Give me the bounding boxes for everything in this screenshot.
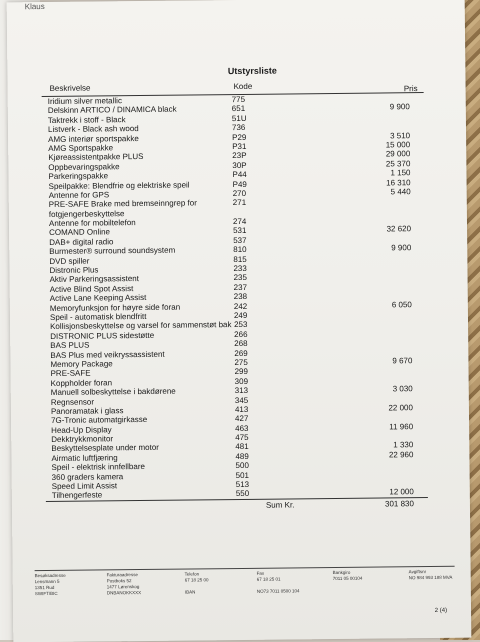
row-code: 269 bbox=[234, 348, 248, 358]
row-price: 16 310 bbox=[386, 177, 411, 187]
row-description: Active Lane Keeping Assist bbox=[49, 293, 147, 304]
row-description: DVD spiller bbox=[49, 256, 90, 266]
document-footer bbox=[35, 566, 455, 611]
row-description: Panoramatak i glass bbox=[50, 406, 124, 416]
row-code: P44 bbox=[232, 170, 247, 180]
row-description: Aktiv Parkeringsassistent bbox=[49, 274, 139, 285]
row-price: 9 900 bbox=[389, 102, 410, 112]
row-code: 531 bbox=[233, 226, 247, 236]
row-code: 271 bbox=[232, 198, 247, 208]
row-price: 9 670 bbox=[392, 356, 413, 366]
row-price: 1 150 bbox=[390, 168, 411, 178]
row-description: Taktrekk i stoff - Black bbox=[47, 114, 126, 125]
row-code: 481 bbox=[235, 442, 249, 452]
footer-line: Besøksadresse bbox=[34, 572, 66, 579]
document-title: Utstyrsliste bbox=[227, 65, 277, 77]
page-number: 2 (4) bbox=[434, 607, 448, 614]
row-code: 270 bbox=[232, 188, 247, 198]
row-description: Beskyttelsesplate under motor bbox=[51, 443, 159, 454]
header-description: Beskrivelse bbox=[49, 83, 91, 93]
row-description: PRE-SAFE bbox=[50, 368, 91, 379]
row-code: 500 bbox=[235, 461, 249, 471]
row-description: Koppholder foran bbox=[50, 378, 113, 388]
sum-label: Sum Kr. bbox=[265, 500, 295, 510]
row-code: 313 bbox=[234, 386, 249, 396]
top-handwritten-note: Klaus bbox=[24, 2, 45, 12]
row-code: 475 bbox=[235, 432, 249, 443]
footer-line: NO 984 993 188 MVA bbox=[408, 574, 453, 581]
row-code: 233 bbox=[233, 263, 247, 274]
row-code: 345 bbox=[234, 395, 249, 405]
row-description: Manuell solbeskyttelse i bakdørene bbox=[50, 386, 176, 398]
row-code: 23P bbox=[232, 151, 247, 161]
row-code: 651 bbox=[231, 104, 246, 114]
row-code: 463 bbox=[235, 423, 249, 433]
row-description: DAB+ digital radio bbox=[49, 237, 114, 247]
footer-line: 1477 Lørenskog bbox=[106, 584, 140, 590]
row-code: 537 bbox=[233, 235, 247, 245]
footer-column bbox=[185, 571, 209, 595]
row-code: 242 bbox=[233, 301, 248, 311]
row-code: 274 bbox=[232, 216, 247, 227]
row-code: 489 bbox=[235, 451, 249, 461]
footer-line: Avgiftsnr bbox=[408, 569, 427, 575]
footer-line: 67 18 25 00 bbox=[184, 577, 209, 583]
row-code: 810 bbox=[233, 245, 247, 255]
row-price: 29 000 bbox=[385, 149, 411, 159]
row-price: 11 960 bbox=[389, 421, 414, 432]
row-description: Kollisjonsbeskyttelse og varsel for sammenstøt bak bbox=[50, 320, 232, 332]
row-code: 299 bbox=[234, 367, 248, 377]
row-description: Kjøreassistentpakke PLUS bbox=[48, 152, 144, 163]
row-description: DISTRONIC PLUS sidestøtte bbox=[50, 330, 155, 341]
row-price: 32 620 bbox=[386, 224, 412, 234]
row-price: 3 510 bbox=[389, 130, 411, 140]
row-description: PRE-SAFE Brake med bremseinngrep for bbox=[48, 198, 197, 210]
row-code: 266 bbox=[234, 329, 248, 339]
row-code: 309 bbox=[234, 376, 249, 386]
row-description: Parkeringspakke bbox=[48, 171, 109, 182]
row-code: 427 bbox=[234, 414, 249, 424]
footer-line: Lensmann 5 bbox=[34, 578, 60, 585]
row-price: 22 960 bbox=[388, 450, 414, 460]
row-description: AMG Sportspakke bbox=[48, 143, 114, 153]
header-code: Kode bbox=[233, 81, 253, 92]
row-description: fotgjengerbeskyttelse bbox=[48, 208, 125, 219]
footer-line: Bankgiro bbox=[332, 569, 351, 576]
equipment-list bbox=[41, 64, 428, 514]
row-description: Iridium silver metallic bbox=[47, 96, 122, 106]
document-page bbox=[7, 0, 472, 642]
footer-line: Fakturaadresse bbox=[106, 572, 138, 578]
row-description: COMAND Online bbox=[49, 227, 111, 238]
footer-line: Postboks 52 bbox=[106, 578, 132, 584]
row-description: Memoryfunksjon for høyre side foran bbox=[49, 302, 181, 313]
row-price: 25 370 bbox=[385, 158, 411, 169]
row-description: Dekktrykkmonitor bbox=[51, 434, 114, 445]
row-description: Speed Limit Assist bbox=[51, 481, 118, 491]
footer-column bbox=[409, 569, 453, 593]
row-description: Active Blind Spot Assist bbox=[49, 283, 134, 294]
row-code: 513 bbox=[235, 479, 250, 490]
row-code: 775 bbox=[231, 94, 246, 105]
row-code: 30P bbox=[232, 160, 247, 170]
row-description: 7G-Tronic automatgirkasse bbox=[50, 415, 148, 426]
row-description: Speilpakke: Blendfrie og elektriske speil bbox=[48, 180, 190, 191]
sum-value: 301 830 bbox=[384, 498, 414, 509]
row-description: Antenne for mobiltelefon bbox=[48, 218, 136, 229]
footer-line bbox=[409, 587, 453, 593]
row-description: Burmester® surround soundsystem bbox=[49, 245, 176, 257]
row-code: 253 bbox=[234, 320, 248, 330]
row-price: 9 900 bbox=[391, 243, 412, 253]
row-code: 275 bbox=[234, 357, 248, 367]
row-price: 12 000 bbox=[389, 487, 414, 497]
row-description: Head-Up Display bbox=[51, 425, 112, 435]
row-description: 360 graders kamera bbox=[51, 471, 124, 482]
footer-column bbox=[35, 573, 66, 597]
row-description: BAS PLUS bbox=[50, 340, 90, 351]
footer-line: Telefon bbox=[184, 571, 200, 577]
header-price: Pris bbox=[403, 84, 418, 94]
footer-line: IBAN bbox=[184, 589, 196, 595]
row-code: 249 bbox=[233, 310, 248, 321]
row-description: Listverk - Black ash wood bbox=[47, 124, 139, 135]
row-code: 237 bbox=[233, 282, 248, 292]
row-description: Regnsensor bbox=[50, 397, 95, 407]
row-price: 22 000 bbox=[388, 403, 413, 413]
row-description: Speil - elektrisk innfellbare bbox=[51, 462, 145, 473]
row-code: 736 bbox=[231, 123, 246, 133]
footer-column bbox=[107, 572, 142, 596]
row-code: 235 bbox=[233, 273, 247, 283]
footer-column bbox=[257, 570, 300, 594]
row-code: 413 bbox=[234, 404, 249, 414]
footer-line: 7011 05 00104 bbox=[332, 575, 363, 582]
row-code: P49 bbox=[232, 179, 247, 189]
row-description: Tilhengerfeste bbox=[51, 490, 103, 501]
footer-line: Fax bbox=[256, 570, 265, 576]
row-code: P31 bbox=[232, 141, 247, 152]
footer-line: 1351 Rud bbox=[34, 584, 55, 591]
sum-row bbox=[46, 497, 428, 514]
row-description: BAS Plus med veikryssassistent bbox=[50, 349, 165, 360]
row-code: 268 bbox=[234, 339, 248, 349]
footer-line: DNBANOKKXXX bbox=[106, 590, 142, 596]
footer-line: 67 18 25 01 bbox=[256, 576, 281, 582]
row-description: Antenne for GPS bbox=[48, 190, 110, 200]
row-price: 6 050 bbox=[391, 299, 412, 309]
row-code: 815 bbox=[233, 254, 247, 264]
row-description: Delskinn ARTICO / DINAMICA black bbox=[47, 105, 177, 116]
row-description: Speil - automatisk blendfritt bbox=[49, 311, 147, 322]
row-code: 501 bbox=[235, 470, 250, 480]
row-code: P29 bbox=[232, 132, 247, 142]
row-price: 3 030 bbox=[392, 384, 413, 394]
footer-line: SWIFT/BIC bbox=[34, 590, 58, 597]
footer-line: NO73 7011 0500 104 bbox=[256, 588, 300, 594]
row-code: 51U bbox=[231, 113, 247, 123]
row-price: 1 330 bbox=[393, 440, 414, 450]
footer-line bbox=[333, 588, 363, 594]
row-code: 238 bbox=[233, 292, 248, 302]
footer-column bbox=[333, 570, 363, 594]
row-code: 550 bbox=[235, 489, 250, 499]
row-description: Airmatic luftfjæring bbox=[51, 453, 118, 463]
row-description: Memory Package bbox=[50, 359, 113, 369]
row-price: 5 440 bbox=[390, 187, 411, 197]
row-description: Distronic Plus bbox=[49, 265, 99, 276]
equipment-table bbox=[42, 92, 428, 501]
row-description: AMG interiør sportspakke bbox=[48, 133, 139, 144]
row-price: 15 000 bbox=[385, 140, 411, 150]
row-description: Oppbevaringspakke bbox=[48, 161, 120, 172]
